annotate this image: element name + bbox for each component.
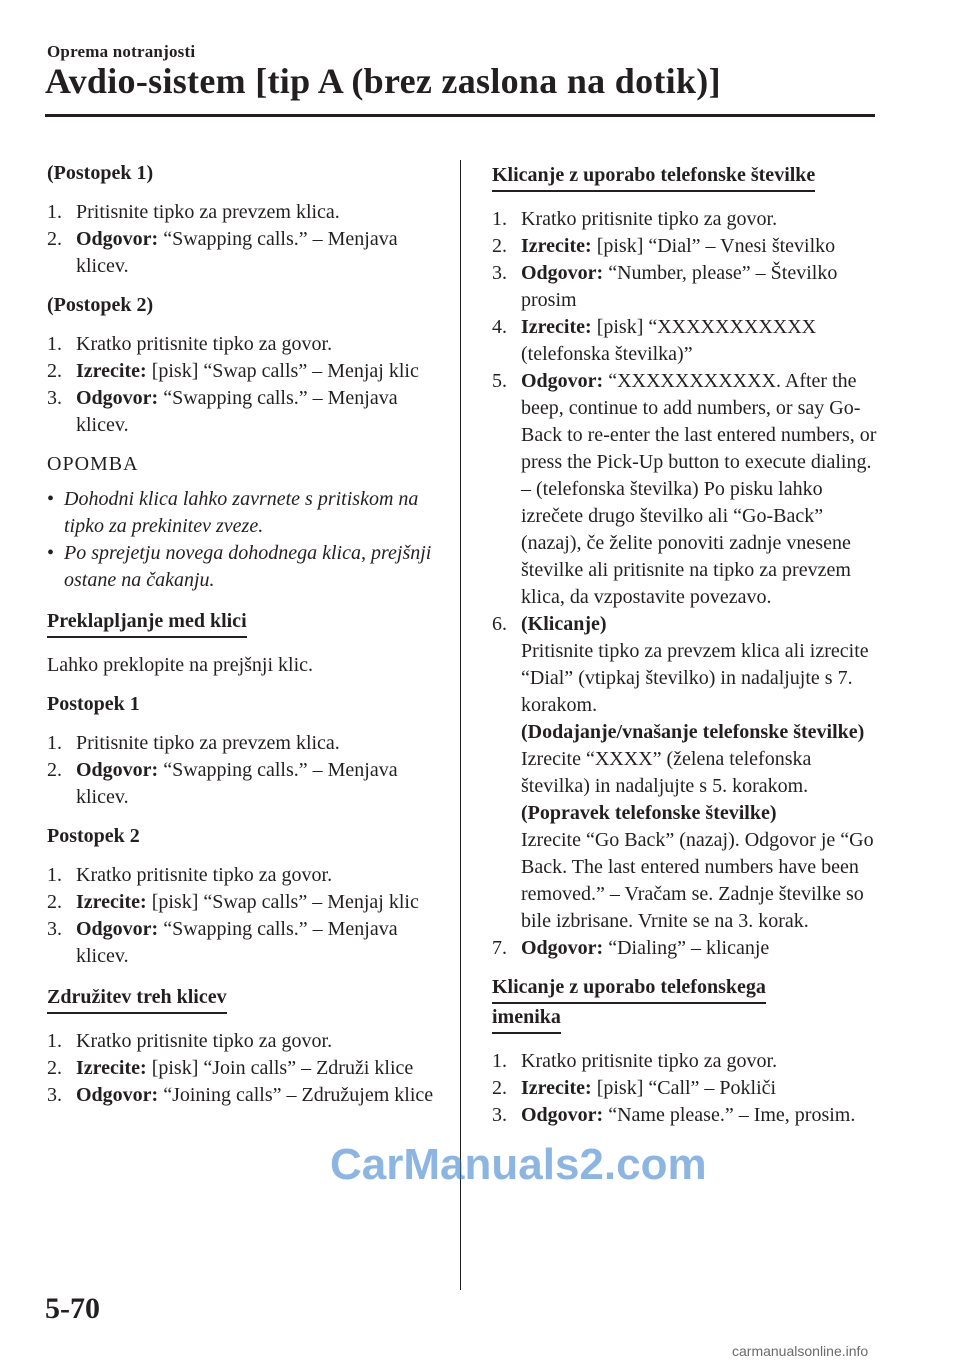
phonebook-steps bbox=[492, 1048, 884, 1129]
step-item bbox=[492, 233, 884, 260]
step-body bbox=[76, 862, 442, 889]
page-number: 5-70 bbox=[45, 1292, 100, 1325]
step-text: Kratko pritisnite tipko za govor. bbox=[76, 1030, 333, 1052]
step-text: [pisk] “XXXXXXXXXXX (telefonska številka)” bbox=[521, 316, 817, 365]
switch-calls-heading: Preklapljanje med klici bbox=[47, 608, 247, 638]
step-item bbox=[47, 385, 442, 439]
step-label: Odgovor: bbox=[521, 370, 604, 392]
step-number: 1. bbox=[47, 333, 62, 355]
step-text: Pritisnite tipko za prevzem klica. bbox=[76, 732, 340, 754]
step-label: Odgovor: bbox=[76, 918, 159, 940]
step-number: 1. bbox=[492, 208, 507, 230]
step-text: “Swapping calls.” – Menjava klicev. bbox=[76, 228, 398, 277]
watermark: CarManuals2.com bbox=[330, 1140, 707, 1189]
step-item bbox=[47, 916, 442, 970]
step-label: Odgovor: bbox=[521, 262, 604, 284]
phonebook-heading bbox=[492, 974, 884, 1034]
step-body bbox=[76, 1055, 442, 1082]
column-divider bbox=[460, 160, 461, 1290]
step-number: 3. bbox=[47, 1084, 62, 1106]
step-label: Odgovor: bbox=[76, 1084, 159, 1106]
step-item bbox=[492, 1102, 884, 1129]
step-number: 2. bbox=[492, 1077, 507, 1099]
step-body bbox=[76, 889, 442, 916]
step-label: Izrecite: bbox=[76, 891, 147, 913]
note-title: OPOMBA bbox=[47, 453, 139, 475]
step-number: 3. bbox=[492, 1104, 507, 1126]
dial-number-steps bbox=[492, 206, 884, 611]
add-number-text: Izrecite “XXXX” (želena telefonska številka) in nadaljujte s 5. korakom. bbox=[521, 748, 812, 797]
step-text: “XXXXXXXXXXX. After the beep, continue to add numbers, or say Go-Back to re-enter the last entered numbers, or press the Pick-Up button to execute dialing. – (telefonska številka) Po pisku lahko izrečete drugo številko ali “Go-Back” (nazaj), če želite ponoviti zadnje vnesene številke ali pritisnite na tipko za prevzem klica, da vzpostavite povezavo. bbox=[521, 370, 877, 608]
step-6 bbox=[492, 611, 884, 935]
step-item bbox=[47, 199, 442, 226]
step-body bbox=[521, 1102, 884, 1129]
step-number: 3. bbox=[492, 262, 507, 284]
step-number: 1. bbox=[47, 1030, 62, 1052]
step-number: 1. bbox=[492, 1050, 507, 1072]
step-item bbox=[47, 1082, 442, 1109]
step-item bbox=[492, 206, 884, 233]
step-body bbox=[521, 206, 884, 233]
step-body bbox=[76, 226, 442, 280]
join-calls-heading: Združitev treh klicev bbox=[47, 984, 227, 1014]
procedure-2-steps bbox=[47, 331, 442, 439]
note-item bbox=[47, 540, 442, 594]
step-body bbox=[76, 1028, 442, 1055]
step-text: Kratko pritisnite tipko za govor. bbox=[76, 864, 333, 886]
dial-number-heading: Klicanje z uporabo telefonske številke bbox=[492, 162, 815, 192]
step-label: Odgovor: bbox=[76, 759, 159, 781]
correct-number-text: Izrecite “Go Back” (nazaj). Odgovor je “Go Back. The last entered numbers have been removed.” – Vračam se. Zadnje številke so bile izbrisane. Vrnite se na 3. korak. bbox=[521, 829, 874, 932]
bullet-icon: • bbox=[47, 488, 55, 510]
correct-number-label: (Popravek telefonske številke) bbox=[521, 802, 777, 824]
step-body bbox=[521, 233, 884, 260]
step-label: Odgovor: bbox=[76, 387, 159, 409]
phonebook-heading-line-1: Klicanje z uporabo telefonskega bbox=[492, 974, 766, 1004]
step-body bbox=[521, 314, 884, 368]
step-text: “Swapping calls.” – Menjava klicev. bbox=[76, 759, 398, 808]
step-text: Pritisnite tipko za prevzem klica. bbox=[76, 201, 340, 223]
step-label: Odgovor: bbox=[521, 1104, 604, 1126]
step-item bbox=[492, 1075, 884, 1102]
step-text: “Swapping calls.” – Menjava klicev. bbox=[76, 387, 398, 436]
step-item bbox=[492, 314, 884, 368]
step-6-label: (Klicanje) bbox=[521, 613, 607, 635]
step-text: “Dialing” – klicanje bbox=[603, 937, 770, 959]
step-number: 5. bbox=[492, 370, 507, 392]
step-text: [pisk] “Dial” – Vnesi številko bbox=[591, 235, 836, 257]
step-number: 2. bbox=[47, 1057, 62, 1079]
switch-procedure-2-steps bbox=[47, 862, 442, 970]
step-item bbox=[47, 757, 442, 811]
step-item bbox=[47, 1055, 442, 1082]
step-label: Izrecite: bbox=[521, 316, 592, 338]
note-text: Dohodni klica lahko zavrnete s pritiskom na tipko za prekinitev zveze. bbox=[64, 488, 419, 537]
step-item bbox=[47, 889, 442, 916]
step-item bbox=[492, 368, 884, 611]
title-rule bbox=[45, 114, 875, 117]
step-body bbox=[76, 358, 442, 385]
step-body bbox=[76, 199, 442, 226]
step-number: 2. bbox=[47, 759, 62, 781]
footer-site-link[interactable]: carmanualsonline.info bbox=[732, 1343, 869, 1359]
step-label: Izrecite: bbox=[76, 360, 147, 382]
step-text: “Name please.” – Ime, prosim. bbox=[603, 1104, 856, 1126]
note-item bbox=[47, 486, 442, 540]
step-label: Izrecite: bbox=[521, 235, 592, 257]
step-body bbox=[76, 385, 442, 439]
step-body bbox=[76, 1082, 442, 1109]
step-body bbox=[521, 611, 884, 935]
step-item bbox=[47, 730, 442, 757]
step-number: 2. bbox=[47, 891, 62, 913]
step-label: Izrecite: bbox=[521, 1077, 592, 1099]
step-text: Kratko pritisnite tipko za govor. bbox=[76, 333, 333, 355]
right-column bbox=[492, 160, 884, 1141]
step-7 bbox=[492, 935, 884, 962]
step-body bbox=[521, 1075, 884, 1102]
step-text: [pisk] “Join calls” – Združi klice bbox=[146, 1057, 414, 1079]
step-text: Kratko pritisnite tipko za govor. bbox=[521, 1050, 778, 1072]
section-label: Oprema notranjosti bbox=[47, 42, 196, 61]
step-text: “Joining calls” – Združujem klice bbox=[158, 1084, 434, 1106]
switch-calls-intro: Lahko preklopite na prejšnji klic. bbox=[47, 654, 314, 676]
step-body bbox=[521, 935, 884, 962]
page-title: Avdio-sistem [tip A (brez zaslona na dotik)] bbox=[45, 61, 721, 101]
step-item bbox=[47, 226, 442, 280]
switch-procedure-2-title: Postopek 2 bbox=[47, 825, 140, 847]
step-text: Kratko pritisnite tipko za govor. bbox=[521, 208, 778, 230]
step-body bbox=[76, 757, 442, 811]
step-number: 1. bbox=[47, 732, 62, 754]
step-body bbox=[76, 916, 442, 970]
left-column bbox=[47, 160, 442, 1121]
step-6-text: Pritisnite tipko za prevzem klica ali izrecite “Dial” (vtipkaj številko) in nadaljujte s 7. korakom. bbox=[521, 640, 869, 716]
step-number: 1. bbox=[47, 201, 62, 223]
bullet-icon: • bbox=[47, 542, 55, 564]
step-item bbox=[492, 1048, 884, 1075]
step-label: Izrecite: bbox=[76, 1057, 147, 1079]
step-text: [pisk] “Call” – Pokliči bbox=[591, 1077, 777, 1099]
step-body bbox=[76, 331, 442, 358]
step-text: [pisk] “Swap calls” – Menjaj klic bbox=[146, 891, 419, 913]
step-text: “Swapping calls.” – Menjava klicev. bbox=[76, 918, 398, 967]
step-item bbox=[47, 1028, 442, 1055]
note-list bbox=[47, 486, 442, 594]
step-number: 7. bbox=[492, 937, 507, 959]
join-calls-steps bbox=[47, 1028, 442, 1109]
switch-procedure-1-steps bbox=[47, 730, 442, 811]
procedure-2-title: (Postopek 2) bbox=[47, 294, 154, 316]
step-text: [pisk] “Swap calls” – Menjaj klic bbox=[146, 360, 419, 382]
add-number-label: (Dodajanje/vnašanje telefonske številke) bbox=[521, 721, 865, 743]
switch-procedure-1-title: Postopek 1 bbox=[47, 693, 140, 715]
step-number: 6. bbox=[492, 613, 507, 635]
step-item bbox=[47, 331, 442, 358]
step-item bbox=[47, 358, 442, 385]
step-number: 2. bbox=[47, 360, 62, 382]
step-number: 2. bbox=[47, 228, 62, 250]
procedure-1-steps bbox=[47, 199, 442, 280]
step-number: 3. bbox=[47, 387, 62, 409]
step-item bbox=[47, 862, 442, 889]
step-item bbox=[492, 260, 884, 314]
step-body bbox=[521, 1048, 884, 1075]
phonebook-heading-line-2: imenika bbox=[492, 1004, 561, 1034]
step-body bbox=[521, 368, 884, 611]
step-number: 1. bbox=[47, 864, 62, 886]
step-number: 4. bbox=[492, 316, 507, 338]
step-label: Odgovor: bbox=[76, 228, 159, 250]
step-label: Odgovor: bbox=[521, 937, 604, 959]
step-body bbox=[521, 260, 884, 314]
step-body bbox=[76, 730, 442, 757]
note-text: Po sprejetju novega dohodnega klica, prejšnji ostane na čakanju. bbox=[64, 542, 432, 591]
step-number: 2. bbox=[492, 235, 507, 257]
procedure-1-title: (Postopek 1) bbox=[47, 162, 154, 184]
step-text: “Number, please” – Številko prosim bbox=[521, 262, 838, 311]
step-number: 3. bbox=[47, 918, 62, 940]
